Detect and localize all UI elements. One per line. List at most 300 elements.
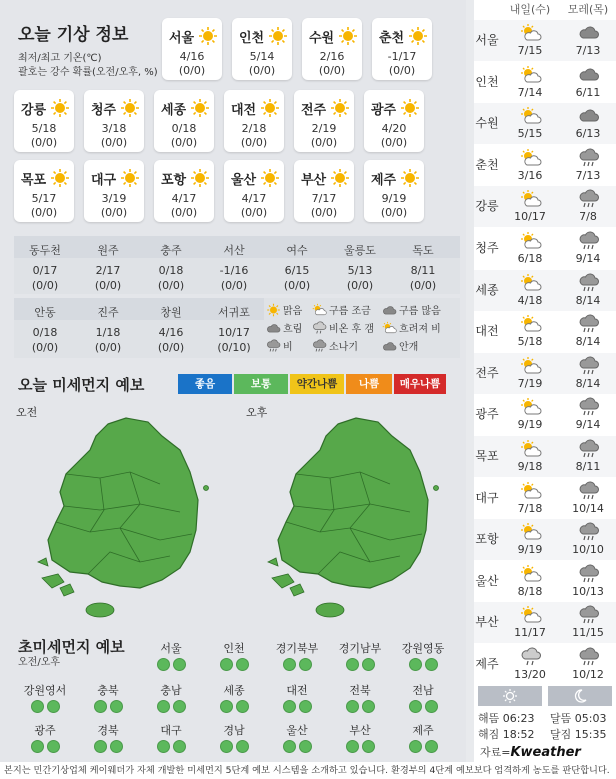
forecast-row [474, 20, 616, 61]
upm-city-name: 전북 [349, 684, 371, 697]
upm-dots [266, 658, 328, 671]
legend-item [266, 320, 302, 335]
upm-city-name: 경남 [223, 724, 245, 737]
forecast-row [474, 561, 616, 602]
pm-am-dot [283, 740, 296, 753]
city-temp: 0/18 [171, 122, 197, 135]
forecast-city: 세종 [475, 282, 499, 297]
upm-city-name: 전남 [412, 684, 434, 697]
forecast-day-after-temp: 8/14 [575, 376, 601, 390]
forecast-row [474, 103, 616, 144]
city-prob: (0/0) [100, 136, 128, 149]
forecast-city: 강릉 [475, 199, 499, 214]
row-city-name: 동두천 [29, 244, 61, 257]
city-temp: 4/17 [171, 192, 197, 205]
legend-label: 흐림 [283, 324, 303, 335]
city-card [232, 18, 292, 80]
city-card [224, 160, 284, 222]
legend-label: 구름 조금 [329, 306, 371, 317]
legend-item [382, 338, 418, 353]
forecast-tomorrow-temp: 13/20 [514, 668, 546, 681]
pm-am-dot [157, 700, 170, 713]
forecast-city: 춘천 [475, 157, 499, 172]
upm-dots [77, 700, 139, 713]
pm-am-dot [346, 658, 359, 671]
legend-label: 구름 많음 [399, 306, 441, 317]
city-temp: 3/19 [101, 192, 127, 205]
map-am-label: 오전 [16, 406, 38, 419]
pm-am-dot [220, 740, 233, 753]
row-city-temp: 0/18 [32, 326, 58, 339]
city-card [162, 18, 222, 80]
upm-dots [14, 740, 76, 753]
pm-am-dot [157, 658, 170, 671]
pm-pm-dot [173, 658, 186, 671]
city-name: 광주 [371, 103, 397, 118]
forecast-city: 부산 [475, 615, 499, 630]
pm-am-dot [157, 740, 170, 753]
pm-pm-dot [362, 700, 375, 713]
pm-am-dot [346, 700, 359, 713]
sun-cloud-icon [382, 321, 397, 335]
header-day-after: 모레(목) [567, 3, 609, 16]
city-name: 세종 [161, 103, 187, 118]
legend-item [266, 302, 302, 317]
city-card [224, 90, 284, 152]
city-card [364, 160, 424, 222]
sun-icon [50, 98, 70, 122]
forecast-row [474, 62, 616, 103]
city-name: 춘천 [379, 31, 405, 46]
city-prob: (0/0) [100, 206, 128, 219]
forecast-tomorrow-temp: 9/19 [517, 543, 543, 557]
pm-am-dot [220, 658, 233, 671]
city-temp: 2/19 [311, 122, 337, 135]
forecast-city: 울산 [475, 573, 499, 588]
row-city-temp: 10/17 [218, 326, 250, 339]
forecast-city: 청주 [475, 241, 499, 255]
city-card [372, 18, 432, 80]
row-city-temp: 5/13 [347, 264, 373, 277]
pm-pm-dot [362, 658, 375, 671]
city-name: 대전 [231, 103, 257, 118]
legend-item [266, 338, 293, 353]
forecast-tomorrow-temp: 9/18 [517, 460, 543, 473]
row-city-prob: (0/0) [31, 341, 59, 354]
pm-pm-dot [47, 740, 60, 753]
page-title: 오늘 기상 정보 [18, 25, 129, 45]
sun-icon [190, 98, 210, 122]
forecast-day-after-temp: 6/13 [575, 127, 601, 141]
pm-pm-dot [173, 740, 186, 753]
source-credit [480, 744, 581, 760]
forecast-row [474, 644, 616, 685]
moon-icon [572, 688, 588, 704]
pm-pm-dot [362, 740, 375, 753]
forecast-city: 광주 [475, 407, 499, 422]
forecast-day-after-temp: 7/13 [575, 44, 601, 57]
upm-dots [77, 740, 139, 753]
forecast-tomorrow-temp: 11/17 [514, 626, 546, 640]
forecast-tomorrow-temp: 5/15 [517, 127, 543, 141]
pm-am-dot [409, 740, 422, 753]
sun-icon [408, 26, 428, 50]
upm-city-name: 대구 [160, 724, 182, 737]
pm-am-dot [346, 740, 359, 753]
upm-city-name: 부산 [349, 724, 371, 737]
sun-icon [190, 168, 210, 192]
forecast-tomorrow-temp: 6/18 [517, 252, 543, 265]
pm-level-box: 보통 [234, 374, 288, 394]
upm-title: 초미세먼지 예보 [18, 638, 125, 656]
pm-pm-dot [236, 658, 249, 671]
upm-dots [266, 700, 328, 713]
pm-am-dot [409, 658, 422, 671]
row-city-prob: (0/0) [409, 279, 437, 292]
header-tomorrow: 내일(수) [509, 3, 551, 16]
brand-logo: Kweather [510, 745, 581, 760]
upm-subtitle: 오전/오후 [18, 657, 61, 668]
city-name: 수원 [309, 31, 335, 46]
city-name: 부산 [301, 173, 327, 188]
row-city-temp: 6/15 [284, 264, 310, 277]
city-prob: (0/0) [310, 206, 338, 219]
pm-am-dot [220, 700, 233, 713]
row-city-temp: 4/16 [158, 326, 184, 339]
upm-city-name: 대전 [286, 684, 308, 697]
forecast-row [474, 228, 616, 269]
city-card [302, 18, 362, 80]
city-prob: (0/0) [318, 64, 346, 77]
forecast-day-after-temp: 6/11 [575, 85, 601, 99]
forecast-day-after-temp: 10/14 [572, 501, 604, 515]
city-prob: (0/0) [388, 64, 416, 77]
city-card [84, 160, 144, 222]
forecast-tomorrow-temp: 3/16 [517, 168, 543, 182]
upm-dots [329, 658, 391, 671]
city-prob: (0/0) [240, 206, 268, 219]
city-prob: (0/0) [380, 206, 408, 219]
forecast-day-after-temp: 7/13 [575, 168, 601, 182]
sun-icon [120, 168, 140, 192]
rain-icon [266, 339, 281, 353]
forecast-city: 전주 [475, 365, 499, 380]
subtitle-temp: 최저/최고 기온(℃) [18, 53, 102, 64]
row-city-temp: 2/17 [95, 264, 121, 277]
sun-icon [198, 26, 218, 50]
pm-pm-dot [425, 740, 438, 753]
right-panel [474, 0, 616, 762]
forecast-tomorrow-temp: 5/18 [517, 335, 543, 349]
forecast-day-after-temp: 8/14 [575, 293, 601, 307]
upm-city-name: 충남 [160, 684, 182, 697]
sunset-text: 해짐 18:52 [478, 728, 535, 741]
city-name: 강릉 [21, 103, 47, 118]
pm-pm-dot [299, 658, 312, 671]
map-pm-label: 오후 [246, 406, 268, 419]
forecast-tomorrow-temp: 4/18 [517, 293, 543, 307]
cloud-icon [578, 65, 600, 87]
city-temp: 2/16 [319, 50, 345, 63]
sun-icon [338, 26, 358, 50]
cloud-rain-icon [312, 321, 327, 335]
forecast-tomorrow-temp: 7/18 [517, 501, 543, 515]
upm-city-name: 울산 [286, 724, 308, 737]
forecast-tomorrow-temp: 7/15 [517, 44, 543, 57]
city-name: 대구 [91, 173, 117, 188]
sun-icon [330, 98, 350, 122]
city-prob: (0/0) [30, 206, 58, 219]
row-city-temp: 1/18 [95, 326, 121, 339]
legend-item [382, 302, 441, 317]
moonset-text: 달짐 15:35 [550, 728, 607, 741]
forecast-day-after-temp: 10/10 [572, 543, 604, 557]
source-label: 자료= [480, 746, 511, 759]
forecast-tomorrow-temp: 10/17 [514, 210, 546, 224]
forecast-day-after-temp: 10/12 [572, 668, 604, 681]
city-temp: 5/17 [31, 192, 57, 205]
cloud-icon [578, 106, 600, 128]
upm-dots [140, 740, 202, 753]
row-city-prob: (0/0) [157, 341, 185, 354]
city-card [84, 90, 144, 152]
upm-dots [392, 740, 454, 753]
rain-icon [312, 339, 327, 353]
row-city-name: 원주 [97, 244, 119, 257]
city-name: 포항 [161, 173, 187, 188]
cloud-icon [578, 23, 600, 45]
forecast-city: 제주 [475, 657, 499, 671]
city-card [14, 160, 74, 222]
city-name: 서울 [169, 31, 195, 46]
row-city-temp: 8/11 [410, 264, 436, 277]
legend-label: 흐려져 비 [399, 324, 441, 335]
upm-dots [329, 700, 391, 713]
legend-item [312, 320, 374, 335]
forecast-tomorrow-temp: 9/19 [517, 418, 543, 432]
row-city-name: 여수 [286, 244, 308, 257]
city-prob: (0/0) [240, 136, 268, 149]
upm-city-name: 세종 [223, 684, 245, 697]
pm-pm-dot [173, 700, 186, 713]
upm-dots [203, 700, 265, 713]
city-card [294, 90, 354, 152]
forecast-row [474, 353, 616, 394]
forecast-row [474, 478, 616, 519]
city-temp: 4/17 [241, 192, 267, 205]
forecast-tomorrow-temp: 7/19 [517, 376, 543, 390]
pm-pm-dot [425, 658, 438, 671]
sun-icon [266, 303, 281, 317]
upm-city-name: 경기북부 [275, 642, 319, 655]
pm-level-box: 매우나쁨 [394, 374, 446, 394]
row-city-prob: (0/10) [217, 341, 251, 354]
forecast-day-after-temp: 9/14 [575, 418, 601, 432]
pm-pm-dot [425, 700, 438, 713]
sun-icon [268, 26, 288, 50]
sun-outline-icon [502, 688, 518, 704]
forecast-row [474, 394, 616, 435]
city-prob: (0/0) [310, 136, 338, 149]
row-city-prob: (0/0) [220, 279, 248, 292]
moon-box [548, 686, 612, 706]
row-city-temp: -1/16 [219, 264, 249, 277]
forecast-row [474, 311, 616, 352]
row-city-name: 독도 [412, 244, 434, 257]
sun-icon [260, 168, 280, 192]
upm-city-name: 경기남부 [338, 642, 382, 655]
upm-city-name: 충북 [97, 684, 119, 697]
city-name: 인천 [239, 31, 265, 46]
upm-dots [203, 658, 265, 671]
upm-city-name: 강원영동 [401, 642, 445, 655]
city-prob: (0/0) [170, 206, 198, 219]
city-name: 목포 [21, 173, 47, 188]
sun-icon [260, 98, 280, 122]
forecast-city: 수원 [475, 116, 499, 131]
forecast-city: 서울 [475, 33, 499, 47]
row-city-prob: (0/0) [94, 341, 122, 354]
row-city-prob: (0/0) [157, 279, 185, 292]
pm-pm-dot [236, 700, 249, 713]
city-card [154, 160, 214, 222]
forecast-city: 대전 [475, 324, 499, 339]
row-city-name: 서산 [223, 244, 245, 257]
moonrise-text: 달뜸 05:03 [550, 712, 607, 725]
sunrise-text: 해뜸 06:23 [478, 712, 535, 725]
city-temp: 5/18 [31, 122, 57, 135]
city-card [364, 90, 424, 152]
legend-label: 비온 후 갬 [329, 324, 374, 335]
upm-dots [392, 700, 454, 713]
city-temp: -1/17 [387, 50, 417, 63]
upm-dots [203, 740, 265, 753]
sun-icon [400, 98, 420, 122]
forecast-city: 인천 [475, 74, 499, 89]
city-name: 제주 [371, 173, 397, 188]
city-temp: 7/17 [311, 192, 337, 205]
legend-label: 소나기 [329, 342, 358, 353]
city-card [294, 160, 354, 222]
sun-box [478, 686, 542, 706]
pm-level-box: 좋음 [178, 374, 232, 394]
city-temp: 4/16 [179, 50, 205, 63]
row-city-name: 울릉도 [344, 244, 376, 257]
row-city-prob: (0/0) [283, 279, 311, 292]
pm-am-dot [283, 658, 296, 671]
sun-icon [400, 168, 420, 192]
pm-level-box: 약간나쁨 [290, 374, 344, 394]
upm-dots [140, 658, 202, 671]
city-card [154, 90, 214, 152]
legend-label: 안개 [399, 342, 419, 353]
pm-pm-dot [110, 740, 123, 753]
cloud-icon [382, 303, 397, 317]
city-temp: 9/19 [381, 192, 407, 205]
city-prob: (0/0) [178, 64, 206, 77]
forecast-row [474, 602, 616, 643]
upm-city-name: 서울 [160, 642, 182, 655]
upm-dots [329, 740, 391, 753]
row-city-temp: 0/17 [32, 264, 58, 277]
sun-icon [120, 98, 140, 122]
upm-city-name: 제주 [412, 724, 434, 737]
city-temp: 5/14 [249, 50, 275, 63]
legend-label: 맑음 [283, 306, 303, 317]
forecast-row [474, 519, 616, 560]
city-prob: (0/0) [380, 136, 408, 149]
upm-city-name: 강원영서 [23, 684, 67, 697]
row-city-temp: 0/18 [158, 264, 184, 277]
korea-map-pm [260, 412, 460, 622]
forecast-tomorrow-temp: 7/14 [517, 85, 543, 99]
upm-dots [140, 700, 202, 713]
row-city-prob: (0/0) [346, 279, 374, 292]
city-temp: 4/20 [381, 122, 407, 135]
upm-dots [14, 700, 76, 713]
forecast-day-after-temp: 10/13 [572, 584, 604, 598]
sun-cloud-icon [312, 303, 327, 317]
row-city-prob: (0/0) [94, 279, 122, 292]
pm-title: 오늘 미세먼지 예보 [18, 376, 145, 394]
pm-pm-dot [47, 700, 60, 713]
forecast-city: 목포 [475, 449, 499, 463]
pm-pm-dot [299, 700, 312, 713]
row-city-name: 안동 [34, 306, 56, 319]
upm-city-name: 광주 [34, 724, 56, 737]
upm-city-name: 인천 [223, 642, 245, 655]
forecast-row [474, 270, 616, 311]
city-temp: 2/18 [241, 122, 267, 135]
city-prob: (0/0) [170, 136, 198, 149]
forecast-row [474, 186, 616, 227]
row-city-name: 진주 [97, 306, 119, 319]
pm-am-dot [31, 740, 44, 753]
upm-dots [266, 740, 328, 753]
row-city-name: 창원 [160, 306, 182, 319]
forecast-day-after-temp: 9/14 [575, 252, 601, 265]
cloud-icon [266, 321, 281, 335]
forecast-city: 대구 [475, 490, 499, 505]
forecast-city: 포항 [475, 532, 499, 547]
cloud-icon [382, 339, 397, 353]
pm-pm-dot [299, 740, 312, 753]
legend-item [312, 338, 358, 353]
legend-item [382, 320, 441, 335]
sun-icon [50, 168, 70, 192]
city-temp: 3/18 [101, 122, 127, 135]
city-name: 청주 [91, 103, 117, 118]
forecast-day-after-temp: 7/8 [579, 210, 597, 224]
legend-label: 비 [283, 342, 293, 353]
sun-icon [330, 168, 350, 192]
pm-am-dot [31, 700, 44, 713]
city-name: 전주 [301, 103, 327, 118]
subtitle-prob: 괄호는 강수 확률(오전/오후, %) [18, 67, 158, 78]
city-card [14, 90, 74, 152]
footer-note: 본지는 민간기상업체 케이웨더가 자체 개발한 미세먼지 5단계 예보 시스템을 소개하고 있습니다. 환경부의 4단계 예보보다 엄격하게 농도를 판단합니다. [0, 762, 616, 779]
legend-item [312, 302, 371, 317]
forecast-day-after-temp: 8/11 [575, 460, 601, 473]
city-prob: (0/0) [30, 136, 58, 149]
pm-am-dot [94, 700, 107, 713]
forecast-tomorrow-temp: 8/18 [517, 584, 543, 598]
korea-map-am [30, 412, 230, 622]
row-city-name: 서귀포 [218, 306, 250, 319]
forecast-day-after-temp: 11/15 [572, 626, 604, 640]
row-city-prob: (0/0) [31, 279, 59, 292]
forecast-row [474, 145, 616, 186]
